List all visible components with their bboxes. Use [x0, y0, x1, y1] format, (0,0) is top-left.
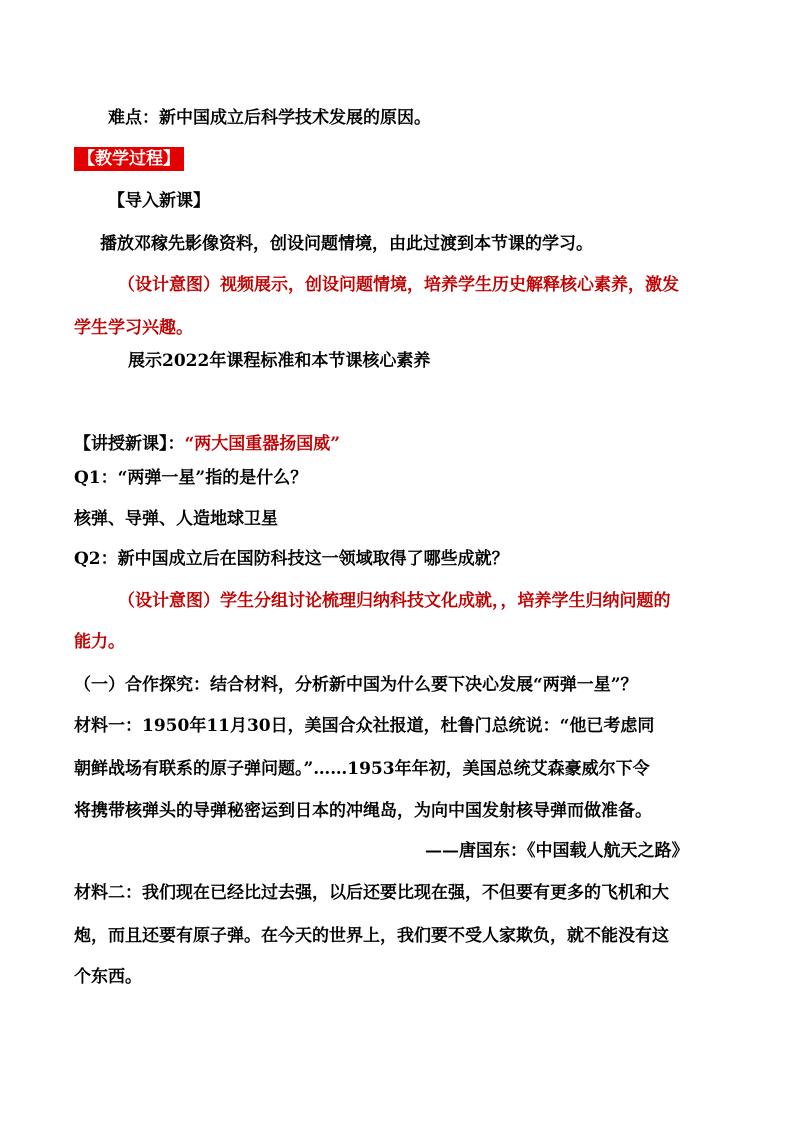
design-intent-2-line1: （设计意图）学生分组讨论梳理归纳科技文化成就，，培养学生归纳问题的 [118, 591, 671, 611]
design-intent-1-line2: 学生学习兴趣。 [74, 318, 193, 338]
standard-text: 展示2022年课程标准和本节课核心素养 [128, 351, 431, 371]
lecture-label: 【讲授新课】： [74, 434, 185, 454]
question-1: Q1：“两弹一星”指的是什么？ [74, 468, 308, 488]
difficulty-line [108, 107, 431, 129]
design-intent-2-line2: 能力。 [74, 632, 125, 652]
question-2: Q2：新中国成立后在国防科技这一领域取得了哪些成就？ [74, 549, 509, 569]
material-1-line2: 朝鲜战场有联系的原子弹问题。”……1953年年初，美国总统艾森豪威尔下令 [74, 759, 650, 779]
process-heading-line [74, 147, 184, 171]
material-1-line1: 材料一：1950年11月30日，美国合众社报道，杜鲁门总统说：“他已考虑同 [74, 716, 655, 736]
lecture-line [74, 433, 340, 455]
material-1-source: ——唐国东：《中国载人航天之路》 [425, 841, 689, 861]
material-1-line3: 将携带核弹头的导弹秘密运到日本的冲绳岛，为向中国发射核导弹而做准备。 [74, 801, 652, 821]
material-2-line2: 炮，而且还要有原子弹。在今天的世界上，我们要不受人家欺负，就不能没有这 [74, 926, 669, 946]
difficulty-label: 难点： [108, 108, 159, 128]
design-intent-1-line1: （设计意图）视频展示，创设问题情境，培养学生历史解释核心素养，激发 [118, 275, 679, 295]
material-2-line3: 个东西。 [74, 967, 142, 987]
intro-text: 播放邓稼先影像资料，创设问题情境，由此过渡到本节课的学习。 [100, 234, 593, 254]
intro-heading: 【导入新课】 [108, 191, 210, 211]
material-2-line1: 材料二：我们现在已经比过去强，以后还要比现在强，不但要有更多的飞机和大 [74, 883, 669, 903]
lecture-topic: “两大国重器扬国威” [184, 434, 341, 454]
answer-1: 核弹、导弹、人造地球卫星 [74, 509, 278, 529]
inquiry-prompt: （一）合作探究：结合材料，分析新中国为什么要下决心发展“两弹一星”？ [74, 675, 638, 695]
difficulty-text: 新中国成立后科学技术发展的原因。 [159, 108, 431, 128]
process-heading: 【教学过程】 [74, 147, 184, 171]
